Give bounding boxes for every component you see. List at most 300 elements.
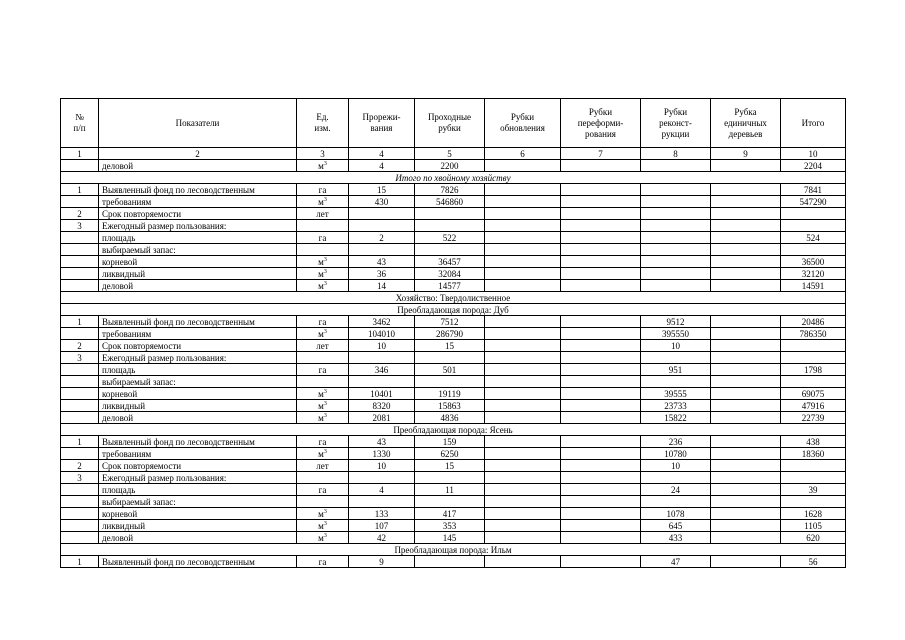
unit-cell (297, 376, 349, 388)
value-cell: 7512 (415, 316, 485, 328)
row-number: 2 (61, 340, 99, 352)
unit-superscript: 3 (323, 388, 327, 395)
unit-cell (297, 508, 349, 520)
value-cell (711, 352, 781, 364)
table-row (61, 484, 846, 496)
unit-cell: лет (297, 460, 349, 472)
value-cell: 39 (781, 484, 846, 496)
row-number (61, 496, 99, 508)
value-cell (641, 220, 711, 232)
value-cell: 438 (781, 436, 846, 448)
row-number: 2 (61, 460, 99, 472)
value-cell: 23733 (641, 400, 711, 412)
row-number: 3 (61, 220, 99, 232)
value-cell (485, 196, 561, 208)
value-cell: 951 (641, 364, 711, 376)
column-header: Итого (781, 99, 846, 148)
value-cell (711, 508, 781, 520)
table-row (61, 316, 846, 328)
value-cell (781, 496, 846, 508)
row-number (61, 268, 99, 280)
value-cell (561, 220, 641, 232)
value-cell (485, 232, 561, 244)
table-row (61, 220, 846, 232)
indicator-label: выбираемый запас: (99, 496, 297, 508)
indicator-label: Срок повторяемости (99, 460, 297, 472)
value-cell: 2204 (781, 160, 846, 172)
value-cell: 39555 (641, 388, 711, 400)
value-cell (781, 460, 846, 472)
value-cell (561, 496, 641, 508)
value-cell: 7826 (415, 184, 485, 196)
row-number (61, 400, 99, 412)
value-cell (561, 244, 641, 256)
value-cell (561, 388, 641, 400)
value-cell (485, 340, 561, 352)
value-cell: 645 (641, 520, 711, 532)
unit-superscript: 3 (323, 280, 327, 287)
value-cell (711, 160, 781, 172)
value-cell (561, 556, 641, 568)
value-cell (485, 412, 561, 424)
column-header: Ед. изм. (297, 99, 349, 148)
value-cell (561, 328, 641, 340)
value-cell: 69075 (781, 388, 846, 400)
row-number (61, 532, 99, 544)
value-cell (485, 496, 561, 508)
value-cell: 1330 (349, 448, 415, 460)
indicator-label: Ежегодный размер пользования: (99, 472, 297, 484)
value-cell (641, 232, 711, 244)
table-row (61, 460, 846, 472)
unit-superscript: 3 (323, 256, 327, 263)
value-cell (485, 376, 561, 388)
column-number: 5 (415, 148, 485, 160)
value-cell: 10 (349, 460, 415, 472)
unit-text: м (318, 268, 324, 279)
value-cell: 43 (349, 256, 415, 268)
value-cell (641, 352, 711, 364)
unit-cell (297, 412, 349, 424)
unit-cell (297, 388, 349, 400)
row-number: 1 (61, 436, 99, 448)
value-cell: 15 (349, 184, 415, 196)
value-cell (415, 472, 485, 484)
row-number (61, 256, 99, 268)
table-row (61, 388, 846, 400)
indicator-label: площадь (99, 232, 297, 244)
column-header: Показатели (99, 99, 297, 148)
column-header: Прорежи- вания (349, 99, 415, 148)
table-row (61, 472, 846, 484)
value-cell: 501 (415, 364, 485, 376)
value-cell (349, 244, 415, 256)
value-cell: 36457 (415, 256, 485, 268)
value-cell (711, 196, 781, 208)
value-cell (711, 472, 781, 484)
value-cell: 522 (415, 232, 485, 244)
value-cell (485, 184, 561, 196)
section-heading-row (61, 292, 846, 304)
unit-cell: га (297, 316, 349, 328)
unit-cell (297, 532, 349, 544)
value-cell (711, 532, 781, 544)
value-cell (641, 244, 711, 256)
value-cell (561, 412, 641, 424)
value-cell (641, 280, 711, 292)
row-number (61, 196, 99, 208)
value-cell: 524 (781, 232, 846, 244)
unit-superscript: 3 (323, 328, 327, 335)
value-cell (561, 460, 641, 472)
value-cell: 159 (415, 436, 485, 448)
indicator-label: Срок повторяемости (99, 340, 297, 352)
indicator-label: ликвидный (99, 400, 297, 412)
value-cell (485, 508, 561, 520)
value-cell (711, 280, 781, 292)
value-cell: 145 (415, 532, 485, 544)
indicator-label: деловой (99, 160, 297, 172)
value-cell: 19119 (415, 388, 485, 400)
section-heading-row (61, 304, 846, 316)
value-cell (561, 400, 641, 412)
value-cell (485, 520, 561, 532)
table-row (61, 340, 846, 352)
column-number: 8 (641, 148, 711, 160)
value-cell (349, 376, 415, 388)
unit-cell (297, 160, 349, 172)
value-cell (711, 376, 781, 388)
unit-cell (297, 280, 349, 292)
value-cell (711, 448, 781, 460)
value-cell: 36 (349, 268, 415, 280)
value-cell (561, 196, 641, 208)
table-row (61, 352, 846, 364)
indicator-label: Ежегодный размер пользования: (99, 352, 297, 364)
row-number (61, 364, 99, 376)
value-cell (641, 184, 711, 196)
indicator-label: требованиям (99, 328, 297, 340)
value-cell (711, 520, 781, 532)
value-cell (711, 244, 781, 256)
table-row (61, 160, 846, 172)
table-row (61, 232, 846, 244)
value-cell: 15863 (415, 400, 485, 412)
value-cell: 56 (781, 556, 846, 568)
table-row (61, 376, 846, 388)
row-number (61, 484, 99, 496)
value-cell (349, 220, 415, 232)
table-row (61, 508, 846, 520)
value-cell (485, 316, 561, 328)
value-cell: 10 (349, 340, 415, 352)
indicator-label: Выявленный фонд по лесоводственным (99, 556, 297, 568)
row-number (61, 508, 99, 520)
unit-cell (297, 268, 349, 280)
value-cell: 32120 (781, 268, 846, 280)
unit-cell (297, 244, 349, 256)
table-row (61, 400, 846, 412)
row-number (61, 388, 99, 400)
unit-cell (297, 496, 349, 508)
unit-text: м (318, 520, 324, 531)
row-number (61, 232, 99, 244)
value-cell: 14 (349, 280, 415, 292)
value-cell: 2081 (349, 412, 415, 424)
value-cell (711, 316, 781, 328)
unit-superscript: 3 (323, 196, 327, 203)
indicator-label: деловой (99, 412, 297, 424)
table-row (61, 412, 846, 424)
table-row (61, 256, 846, 268)
unit-cell (297, 448, 349, 460)
column-header: Рубки реконст- рукции (641, 99, 711, 148)
value-cell: 236 (641, 436, 711, 448)
value-cell (711, 460, 781, 472)
value-cell (485, 220, 561, 232)
unit-superscript: 3 (323, 532, 327, 539)
value-cell: 43 (349, 436, 415, 448)
value-cell (349, 208, 415, 220)
row-number (61, 280, 99, 292)
unit-text: м (318, 532, 324, 543)
table-row (61, 556, 846, 568)
value-cell (561, 208, 641, 220)
value-cell (561, 520, 641, 532)
unit-superscript: 3 (323, 448, 327, 455)
value-cell (711, 556, 781, 568)
value-cell: 42 (349, 532, 415, 544)
row-number: 2 (61, 208, 99, 220)
value-cell (415, 496, 485, 508)
table-row (61, 328, 846, 340)
table-row (61, 520, 846, 532)
indicator-label: выбираемый запас: (99, 244, 297, 256)
unit-cell: лет (297, 340, 349, 352)
indicator-label: Выявленный фонд по лесоводственным (99, 436, 297, 448)
value-cell: 4 (349, 484, 415, 496)
value-cell (561, 316, 641, 328)
table-row (61, 448, 846, 460)
row-number: 1 (61, 184, 99, 196)
value-cell (641, 268, 711, 280)
value-cell (781, 220, 846, 232)
value-cell (711, 220, 781, 232)
value-cell (561, 184, 641, 196)
forest-use-table (60, 98, 846, 568)
value-cell (415, 220, 485, 232)
value-cell (561, 232, 641, 244)
row-number (61, 376, 99, 388)
table-row (61, 244, 846, 256)
value-cell (561, 376, 641, 388)
unit-text: м (318, 328, 324, 339)
unit-text: м (318, 400, 324, 411)
value-cell (561, 484, 641, 496)
value-cell: 10 (641, 460, 711, 472)
value-cell (711, 256, 781, 268)
row-number (61, 448, 99, 460)
value-cell: 547290 (781, 196, 846, 208)
value-cell: 1798 (781, 364, 846, 376)
value-cell (485, 244, 561, 256)
value-cell: 1078 (641, 508, 711, 520)
unit-cell (297, 520, 349, 532)
value-cell (415, 244, 485, 256)
value-cell: 133 (349, 508, 415, 520)
value-cell (349, 496, 415, 508)
value-cell: 14591 (781, 280, 846, 292)
value-cell: 15 (415, 460, 485, 472)
value-cell (781, 208, 846, 220)
section-heading: Итого по хвойному хозяйству (61, 172, 846, 184)
value-cell (561, 268, 641, 280)
unit-text: м (318, 412, 324, 423)
value-cell (485, 436, 561, 448)
value-cell: 9 (349, 556, 415, 568)
unit-superscript: 3 (323, 400, 327, 407)
value-cell (641, 376, 711, 388)
value-cell (561, 352, 641, 364)
value-cell (711, 328, 781, 340)
value-cell: 14577 (415, 280, 485, 292)
value-cell (711, 400, 781, 412)
value-cell: 417 (415, 508, 485, 520)
column-number: 6 (485, 148, 561, 160)
row-number: 3 (61, 472, 99, 484)
value-cell (485, 472, 561, 484)
value-cell: 9512 (641, 316, 711, 328)
value-cell: 1628 (781, 508, 846, 520)
unit-superscript: 3 (323, 160, 327, 167)
value-cell (415, 208, 485, 220)
indicator-label: площадь (99, 364, 297, 376)
value-cell (711, 484, 781, 496)
indicator-label: ликвидный (99, 268, 297, 280)
section-heading-row (61, 424, 846, 436)
column-number-row (61, 148, 846, 160)
value-cell (711, 208, 781, 220)
value-cell (485, 400, 561, 412)
value-cell: 395550 (641, 328, 711, 340)
table-row (61, 184, 846, 196)
unit-cell: га (297, 484, 349, 496)
value-cell: 104010 (349, 328, 415, 340)
column-header: Рубки переформи- рования (561, 99, 641, 148)
table-row (61, 364, 846, 376)
value-cell (485, 352, 561, 364)
section-heading: Преобладающая порода: Ильм (61, 544, 846, 556)
row-number (61, 244, 99, 256)
value-cell (641, 196, 711, 208)
value-cell: 18360 (781, 448, 846, 460)
value-cell (711, 340, 781, 352)
column-number: 3 (297, 148, 349, 160)
value-cell (561, 364, 641, 376)
indicator-label: Ежегодный размер пользования: (99, 220, 297, 232)
value-cell: 8320 (349, 400, 415, 412)
value-cell: 546860 (415, 196, 485, 208)
value-cell: 7841 (781, 184, 846, 196)
value-cell: 22739 (781, 412, 846, 424)
row-number (61, 412, 99, 424)
value-cell (415, 556, 485, 568)
value-cell (485, 532, 561, 544)
value-cell (561, 472, 641, 484)
value-cell (711, 364, 781, 376)
value-cell (349, 352, 415, 364)
value-cell (485, 388, 561, 400)
value-cell (485, 280, 561, 292)
value-cell (561, 436, 641, 448)
value-cell (641, 256, 711, 268)
section-heading-row (61, 544, 846, 556)
table-row (61, 496, 846, 508)
value-cell: 10401 (349, 388, 415, 400)
unit-text: м (318, 196, 324, 207)
value-cell (485, 328, 561, 340)
value-cell: 346 (349, 364, 415, 376)
indicator-label: корневой (99, 256, 297, 268)
value-cell (561, 160, 641, 172)
table-row (61, 268, 846, 280)
value-cell (781, 340, 846, 352)
column-number: 2 (99, 148, 297, 160)
unit-superscript: 3 (323, 412, 327, 419)
row-number: 3 (61, 352, 99, 364)
column-header: Проходные рубки (415, 99, 485, 148)
unit-cell (297, 352, 349, 364)
value-cell: 6250 (415, 448, 485, 460)
unit-superscript: 3 (323, 508, 327, 515)
value-cell (485, 208, 561, 220)
value-cell (641, 472, 711, 484)
value-cell (781, 244, 846, 256)
value-cell: 15 (415, 340, 485, 352)
value-cell: 47916 (781, 400, 846, 412)
unit-cell (297, 256, 349, 268)
column-header: № п/п (61, 99, 99, 148)
section-heading: Преобладающая порода: Дуб (61, 304, 846, 316)
unit-superscript: 3 (323, 520, 327, 527)
value-cell (349, 472, 415, 484)
value-cell: 32084 (415, 268, 485, 280)
unit-cell (297, 196, 349, 208)
column-number: 9 (711, 148, 781, 160)
value-cell: 1105 (781, 520, 846, 532)
value-cell (641, 160, 711, 172)
value-cell: 36500 (781, 256, 846, 268)
indicator-label: корневой (99, 508, 297, 520)
unit-cell: га (297, 556, 349, 568)
unit-text: м (318, 448, 324, 459)
unit-text: м (318, 256, 324, 267)
indicator-label: площадь (99, 484, 297, 496)
value-cell (561, 256, 641, 268)
value-cell: 107 (349, 520, 415, 532)
value-cell: 10780 (641, 448, 711, 460)
unit-text: м (318, 388, 324, 399)
value-cell (485, 364, 561, 376)
table-row (61, 196, 846, 208)
indicator-label: деловой (99, 532, 297, 544)
value-cell (641, 496, 711, 508)
unit-cell: га (297, 184, 349, 196)
unit-cell: га (297, 364, 349, 376)
value-cell (485, 484, 561, 496)
table-row (61, 532, 846, 544)
indicator-label: деловой (99, 280, 297, 292)
